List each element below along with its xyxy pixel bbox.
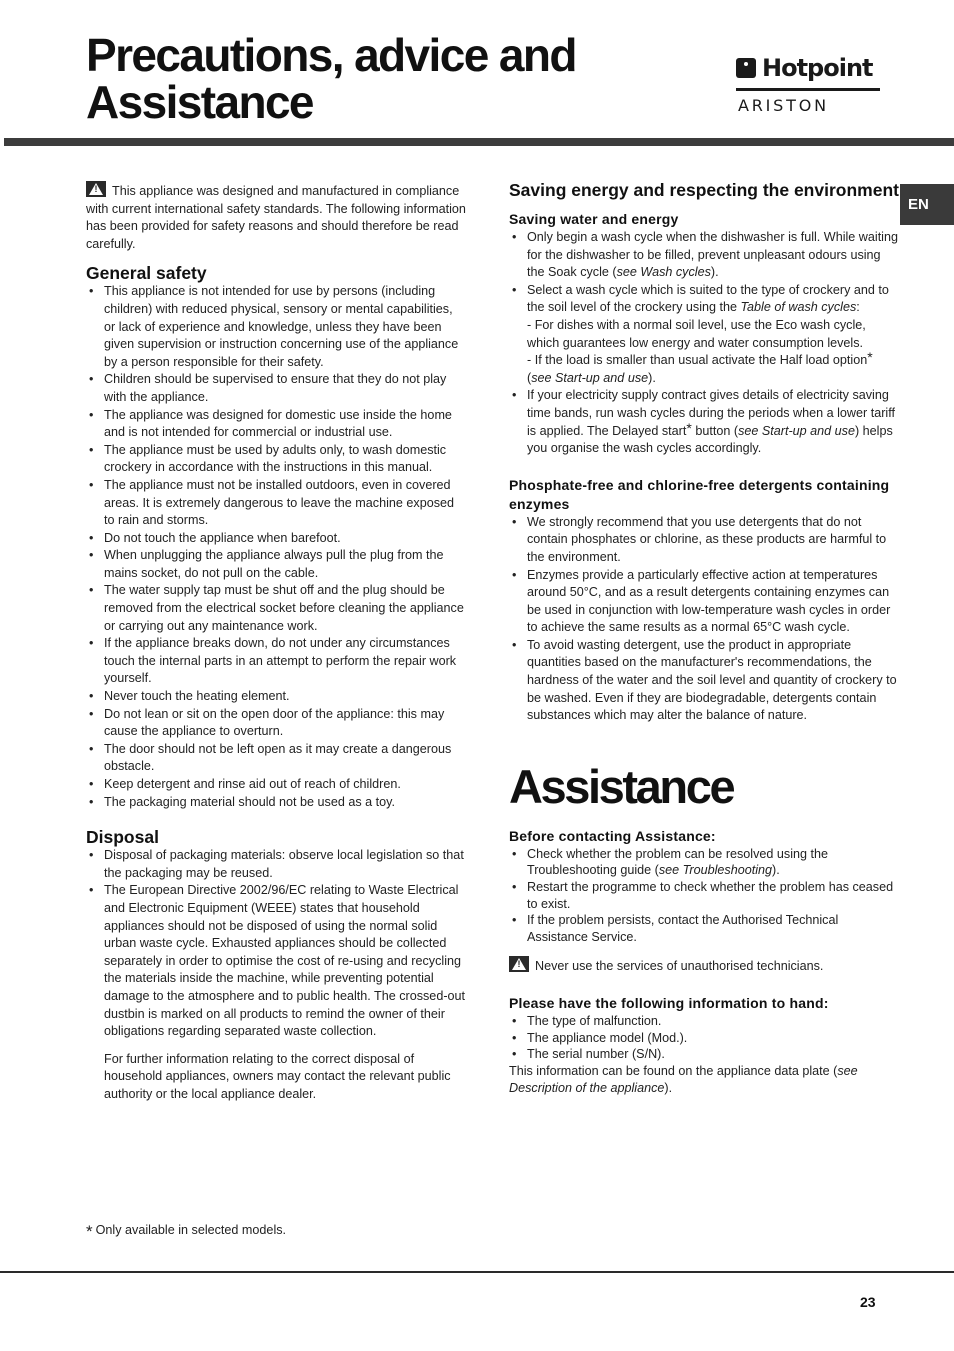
logo-divider — [736, 88, 880, 91]
saving-water-list — [509, 229, 899, 458]
before-contacting-heading: Before contacting Assistance: — [509, 827, 716, 844]
list-item: • Never touch the heating element. — [86, 688, 466, 706]
list-item: • This appliance is not intended for use by persons (including children) with reduced physical, sensory or mental capabilities, or lack of experience and knowledge, unless they have been given supervision or instruction concerning use of the appliance by a person responsible for their safety. — [86, 283, 466, 371]
general-safety-list — [86, 283, 466, 811]
list-item: • Do not touch the appliance when barefoot. — [86, 530, 466, 548]
right-column — [509, 180, 899, 1098]
list-item: • We strongly recommend that you use detergents that do not contain phosphates or chlorine, as these products are harmful to the environment. — [509, 514, 899, 567]
cross-reference: Table of wash cycles — [740, 300, 857, 315]
cross-reference: see Start-up and use — [531, 370, 649, 385]
list-item: • Select a wash cycle which is suited to the type of crockery and to the soil level of the crockery using the Table of wash cycles: - For dishes with a normal soil level, use the Eco wash cycle, which guarantees low energy and water consumption levels. - If the load is smaller than usual activate the Half load option* (see Start-up and use). — [509, 282, 899, 388]
list-item: • Disposal of packaging materials: observe local legislation so that the packaging may be reused. — [86, 847, 466, 882]
list-item: • If your electricity supply contract gives details of electricity saving time bands, run wash cycles during the periods when a lower tariff is applied. The Delayed start* button (see Start-up and use) helps you organise the wash cycles accordingly. — [509, 387, 899, 457]
saving-heading: Saving energy and respecting the environment — [509, 180, 899, 200]
header-divider-bar — [4, 138, 954, 146]
half-load-note: - If the load is smaller than usual activate the Half load option* (see Start-up and use). — [527, 349, 873, 385]
page-number: 23 — [860, 1294, 876, 1310]
list-item: • Children should be supervised to ensure that they do not play with the appliance. — [86, 371, 466, 406]
info-heading: Please have the following information to hand: — [509, 995, 829, 1011]
list-item: • To avoid wasting detergent, use the product in appropriate quantities based on the manufacturer's recommendations, the hardness of the water and the soil level and quantity of crockery to be washed. Even if they are biodegradable, detergents contain substances which may alter the balance of nature. — [509, 637, 899, 725]
list-item: • The appliance model (Mod.). — [509, 1030, 899, 1047]
general-safety-heading: General safety — [86, 263, 207, 284]
technician-warning: !Never use the services of unauthorised technicians. — [509, 956, 899, 976]
warning-icon — [509, 956, 529, 972]
info-note: This information can be found on the appliance data plate (see Description of the appliance). — [509, 1063, 858, 1096]
list-item: • The serial number (S/N). — [509, 1046, 899, 1063]
list-item: • When unplugging the appliance always pull the plug from the mains socket, do not pull on the cable. — [86, 547, 466, 582]
intro-text: This appliance was designed and manufactured in compliance with current international safety standards. The following information has been provided for safety reasons and should therefore be read carefully. — [86, 184, 466, 251]
footnote-star: * — [86, 1222, 93, 1241]
list-item: • The packaging material should not be used as a toy. — [86, 794, 466, 812]
disposal-heading: Disposal — [86, 827, 159, 848]
cross-reference: see Description of the appliance — [509, 1063, 858, 1096]
intro-paragraph — [86, 181, 466, 253]
hotpoint-ariston-logo — [736, 54, 882, 116]
detergent-heading: Phosphate-free and chlorine-free detergents containing enzymes — [509, 476, 890, 512]
logo-sub: ARISTON — [738, 96, 829, 115]
footnote-text: Only available in selected models. — [95, 1223, 287, 1237]
warning-icon — [86, 181, 106, 197]
info-list — [509, 1013, 899, 1063]
left-column — [86, 181, 466, 1104]
page-title — [86, 29, 686, 128]
disposal-list — [86, 847, 466, 1041]
page-title-line-2: Assistance — [86, 76, 313, 128]
list-item: • The water supply tap must be shut off and the plug should be removed from the electrical socket before cleaning the appliance or carrying out any maintenance work. — [86, 582, 466, 635]
list-item: • Do not lean or sit on the open door of the appliance: this may cause the appliance to overturn. — [86, 706, 466, 741]
list-item: • Only begin a wash cycle when the dishwasher is full. While waiting for the dishwasher to be filled, prevent unpleasant odours using the Soak cycle (see Wash cycles). — [509, 229, 899, 282]
list-item: • The appliance must not be installed outdoors, even in covered areas. It is extremely dangerous to leave the machine exposed to rain and storms. — [86, 477, 466, 530]
cross-reference: see Troubleshooting — [658, 863, 773, 878]
list-item: • The door should not be left open as it may create a dangerous obstacle. — [86, 741, 466, 776]
list-item: • The appliance was designed for domestic use inside the home and is not intended for commercial or industrial use. — [86, 407, 466, 442]
cross-reference: see Wash cycles — [616, 265, 711, 280]
page-title-line-1: Precautions, advice and — [86, 29, 576, 81]
language-tab: EN — [900, 184, 954, 225]
footnote — [86, 1222, 286, 1242]
detergent-list — [509, 514, 899, 725]
list-item: • The European Directive 2002/96/EC relating to Waste Electrical and Electronic Equipment (WEEE) states that household appliances should not be disposed of using the normal solid urban waste cycle. Exhausted appliances should be collected separately in order to optimise the cost of re-using and recycling the materials inside the machine, while preventing potential damage to the atmosphere and to public health. The crossed-out dustbin is marked on all products to remind the owner of their obligations regarding separated waste collection. — [86, 882, 466, 1040]
list-item: • The type of malfunction. — [509, 1013, 899, 1030]
assistance-heading: Assistance — [509, 759, 734, 813]
saving-water-heading: Saving water and energy — [509, 211, 679, 227]
cross-reference: see Start-up and use — [738, 423, 855, 438]
list-item: • Check whether the problem can be resolved using the Troubleshooting guide (see Troubleshooting). — [509, 846, 899, 879]
list-item: • If the problem persists, contact the Authorised Technical Assistance Service. — [509, 912, 899, 945]
list-item: • If the appliance breaks down, do not under any circumstances touch the internal parts in an attempt to perform the repair work yourself. — [86, 635, 466, 688]
list-item: • The appliance must be used by adults only, to wash domestic crockery in accordance with the instructions in this manual. — [86, 442, 466, 477]
footer-divider — [0, 1271, 954, 1273]
list-item: • Restart the programme to check whether the problem has ceased to exist. — [509, 879, 899, 912]
logo-brand: Hotpoint — [762, 54, 873, 82]
brand-mark-icon — [736, 58, 756, 78]
list-item: • Enzymes provide a particularly effective action at temperatures around 50°C, and as a result detergents containing enzymes can be used in conjunction with low-temperature wash cycles in order to achieve the same results as a normal 65°C wash cycle. — [509, 567, 899, 637]
list-item: • Keep detergent and rinse aid out of reach of children. — [86, 776, 466, 794]
before-contacting-list — [509, 846, 899, 946]
disposal-note: For further information relating to the correct disposal of household appliances, owners may contact the relevant public authority or the local appliance dealer. — [104, 1051, 451, 1101]
eco-note: - For dishes with a normal soil level, use the Eco wash cycle, which guarantees low energy and water consumption levels. — [527, 317, 866, 350]
